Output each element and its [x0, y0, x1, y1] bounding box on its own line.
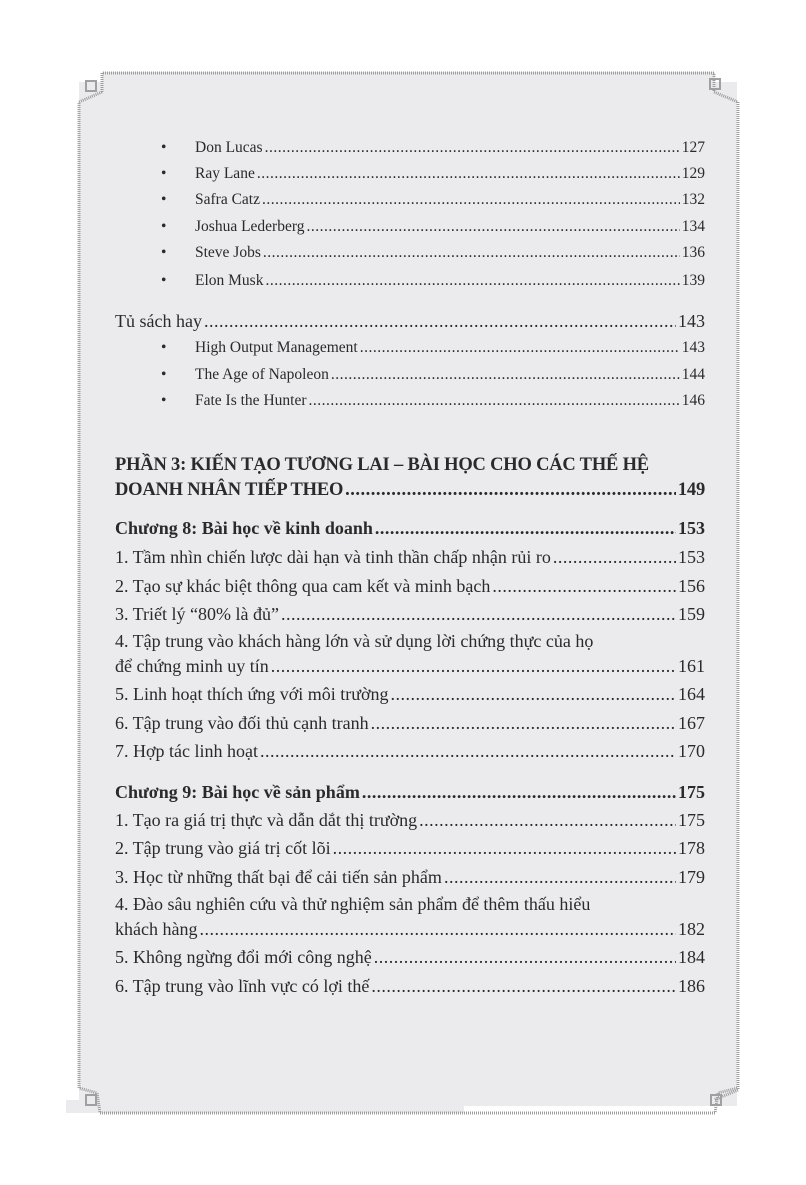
entry-page: 132: [681, 191, 705, 208]
leader-dots: [199, 919, 676, 940]
toc-entry[interactable]: [115, 838, 705, 859]
entry-title: High Output Management: [195, 339, 358, 356]
entry-page: 184: [678, 947, 705, 967]
leader-dots: [492, 576, 676, 597]
leader-dots: [333, 838, 676, 859]
section-title: Tủ sách hay: [115, 311, 202, 331]
leader-dots: [308, 392, 679, 410]
toc-entry[interactable]: [115, 684, 705, 705]
entry-title: 5. Linh hoạt thích ứng với môi trường: [115, 684, 389, 704]
leader-dots: [553, 547, 676, 568]
entry-page: 167: [678, 713, 705, 733]
leader-dots: [345, 480, 676, 501]
entry-title: Don Lucas: [195, 139, 263, 156]
bullet-icon: •: [161, 218, 167, 235]
toc-entry[interactable]: [115, 919, 705, 940]
section-page: 143: [678, 311, 705, 331]
chapter-page: 153: [678, 518, 705, 538]
leader-dots: [265, 139, 680, 157]
toc-entry[interactable]: [115, 976, 705, 997]
bullet-icon: •: [161, 392, 167, 409]
entry-page: 136: [681, 244, 705, 261]
entry-page: 129: [681, 165, 705, 182]
entry-page: 156: [678, 576, 705, 596]
toc-entry[interactable]: [115, 576, 705, 597]
leader-dots: [281, 604, 676, 625]
leader-dots: [262, 191, 680, 209]
leader-dots: [371, 976, 676, 997]
entry-page: 159: [678, 604, 705, 624]
bullet-icon: •: [161, 139, 167, 156]
entry-page: 175: [678, 810, 705, 830]
entry-title-line1[interactable]: 4. Tập trung vào khách hàng lớn và sử dụng lời chứng thực của họ: [115, 631, 594, 651]
entry-title: 2. Tạo sự khác biệt thông qua cam kết và minh bạch: [115, 576, 491, 596]
leader-dots: [419, 810, 676, 831]
entry-page: 164: [678, 684, 705, 704]
bullet-icon: •: [161, 366, 167, 383]
toc-part-3[interactable]: [115, 480, 705, 501]
leader-dots: [271, 656, 676, 677]
part-page: 149: [677, 480, 705, 500]
toc-chapter-9[interactable]: [115, 782, 705, 803]
entry-title: 7. Hợp tác linh hoạt: [115, 741, 258, 761]
entry-page: 139: [681, 272, 705, 289]
entry-page: 161: [678, 656, 705, 676]
leader-dots: [331, 366, 680, 384]
leader-dots: [265, 272, 679, 290]
entry-title: 6. Tập trung vào đối thủ cạnh tranh: [115, 713, 369, 733]
entry-title: Ray Lane: [195, 165, 255, 182]
entry-title-line2: để chứng minh uy tín: [115, 656, 269, 676]
bullet-icon: •: [161, 272, 167, 289]
toc-entry[interactable]: [115, 810, 705, 831]
bullet-icon: •: [161, 165, 167, 182]
entry-title: Joshua Lederberg: [195, 218, 305, 235]
entry-page: 179: [678, 867, 705, 887]
toc-chapter-8[interactable]: [115, 518, 705, 539]
leader-dots: [375, 518, 676, 539]
leader-dots: [362, 782, 676, 803]
entry-page: 186: [678, 976, 705, 996]
toc-entry[interactable]: [115, 713, 705, 734]
entry-title-line2: khách hàng: [115, 919, 198, 939]
bullet-icon: •: [161, 191, 167, 208]
leader-dots: [257, 165, 680, 183]
leader-dots: [444, 867, 676, 888]
leader-dots: [391, 684, 676, 705]
entry-title: Elon Musk: [195, 272, 264, 289]
entry-title: 3. Học từ những thất bại để cải tiến sản phẩm: [115, 867, 442, 887]
toc-entry[interactable]: [115, 867, 705, 888]
entry-title: 5. Không ngừng đổi mới công nghệ: [115, 947, 372, 967]
leader-dots: [371, 713, 676, 734]
chapter-title: Chương 8: Bài học về kinh doanh: [115, 518, 373, 538]
entry-title: The Age of Napoleon: [195, 366, 329, 383]
entry-title: Fate Is the Hunter: [195, 392, 307, 409]
corner-ornament-bottom-left: [86, 1095, 96, 1105]
entry-title: 3. Triết lý “80% là đủ”: [115, 604, 279, 624]
leader-dots: [263, 244, 680, 262]
entry-title: Safra Catz: [195, 191, 260, 208]
entry-page: 143: [681, 339, 705, 356]
entry-page: 182: [678, 919, 705, 939]
leader-dots: [204, 311, 676, 332]
toc-entry[interactable]: [115, 604, 705, 625]
entry-page: 153: [678, 547, 705, 567]
toc-entry[interactable]: [115, 547, 705, 568]
part-title-line2: DOANH NHÂN TIẾP THEO: [115, 480, 344, 500]
chapter-title: Chương 9: Bài học về sản phẩm: [115, 782, 360, 802]
entry-page: 127: [681, 139, 705, 156]
toc-entry[interactable]: [115, 741, 705, 762]
entry-page: 144: [681, 366, 705, 383]
chapter-page: 175: [678, 782, 705, 802]
corner-ornament-top-left: [86, 81, 96, 91]
toc-section-bookshelf[interactable]: [115, 311, 705, 332]
leader-dots: [374, 947, 676, 968]
leader-dots: [360, 339, 680, 357]
toc-entry[interactable]: [115, 656, 705, 677]
entry-title-line1[interactable]: 4. Đào sâu nghiên cứu và thử nghiệm sản phẩm để thêm thấu hiểu: [115, 894, 591, 914]
entry-title: 2. Tập trung vào giá trị cốt lõi: [115, 838, 331, 858]
bullet-icon: •: [161, 244, 167, 261]
entry-page: 146: [681, 392, 705, 409]
entry-title: Steve Jobs: [195, 244, 261, 261]
entry-page: 134: [681, 218, 705, 235]
entry-title: 1. Tạo ra giá trị thực và dẫn dắt thị trường: [115, 810, 418, 830]
bullet-icon: •: [161, 339, 167, 356]
entry-title: 6. Tập trung vào lĩnh vực có lợi thế: [115, 976, 370, 996]
entry-page: 170: [678, 741, 705, 761]
leader-dots: [306, 218, 679, 236]
entry-title: 1. Tầm nhìn chiến lược dài hạn và tinh thần chấp nhận rủi ro: [115, 547, 551, 567]
entry-page: 178: [678, 838, 705, 858]
part-title-line1[interactable]: PHẦN 3: KIẾN TẠO TƯƠNG LAI – BÀI HỌC CHO CÁC THẾ HỆ: [115, 455, 649, 475]
toc-entry[interactable]: [115, 947, 705, 968]
leader-dots: [260, 741, 676, 762]
